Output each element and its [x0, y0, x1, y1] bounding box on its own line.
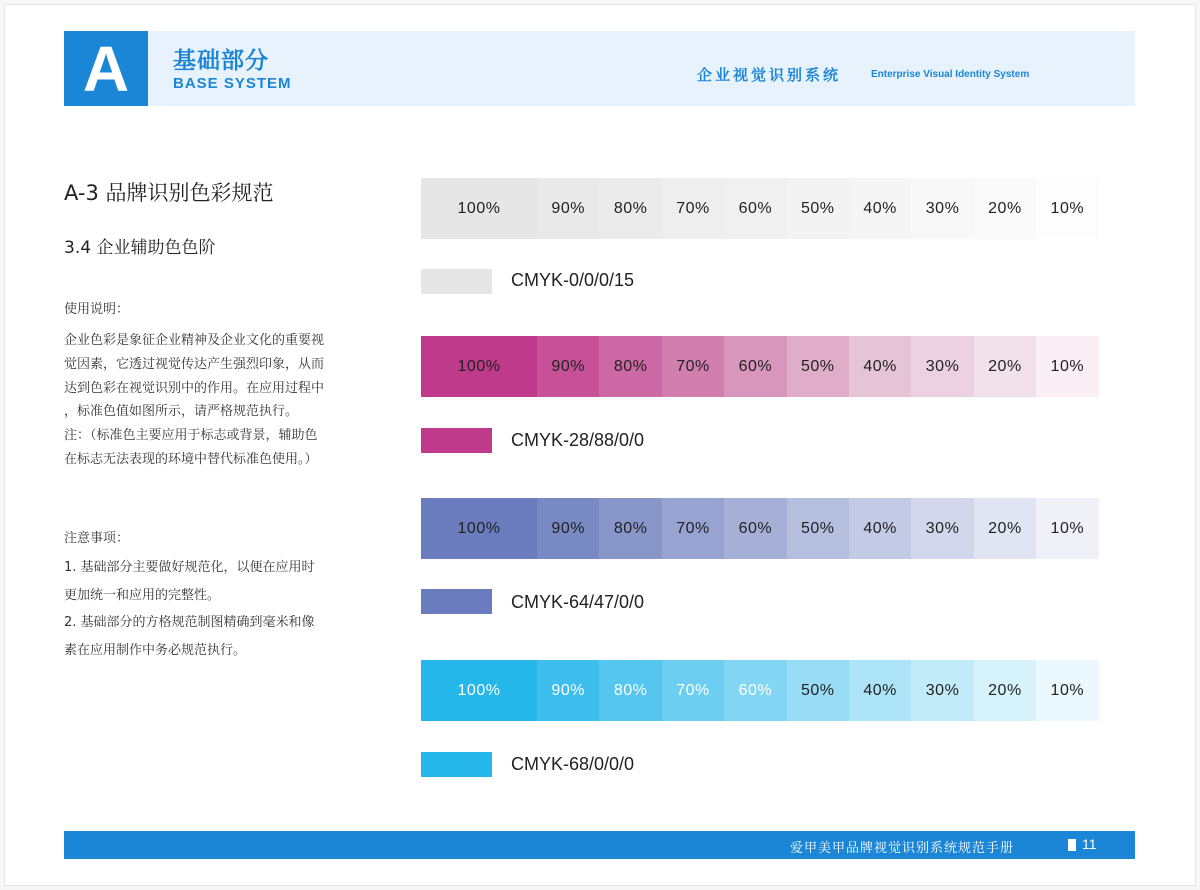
tint-cell: 100% [421, 178, 537, 239]
usage-line: ，标准色值如图所示，请严格规范执行。 [64, 404, 299, 420]
magenta-color-chip [421, 428, 492, 453]
tint-cell: 30% [911, 178, 973, 239]
notes-heading: 注意事项： [64, 531, 130, 546]
gray-color-chip [421, 269, 492, 294]
tint-cell: 20% [974, 178, 1036, 239]
notes-line: 更加统一和应用的完整性。 [64, 587, 221, 603]
section-subtitle: 3.4 企业辅助色色阶 [64, 238, 216, 258]
tint-cell: 60% [724, 178, 786, 239]
section-letter-logo: A [64, 31, 148, 106]
tint-cell: 30% [911, 336, 973, 397]
tint-cell: 40% [849, 498, 911, 559]
tint-cell: 60% [724, 498, 786, 559]
tint-cell: 10% [1036, 178, 1098, 239]
tint-cell: 30% [911, 660, 973, 721]
tint-cell: 70% [662, 336, 724, 397]
tint-cell: 80% [599, 178, 661, 239]
tint-cell: 100% [421, 336, 537, 397]
header-title: 基础部分 [173, 48, 269, 74]
tint-cell: 60% [724, 336, 786, 397]
usage-heading: 使用说明： [64, 302, 130, 317]
cyan-color-chip [421, 752, 492, 777]
notes-line: 素在应用制作中务必规范执行。 [64, 642, 247, 658]
tint-cell: 10% [1036, 336, 1098, 397]
tint-cell: 80% [599, 660, 661, 721]
footer-manual-title: 爱甲美甲品牌视觉识别系统规范手册 [790, 841, 1015, 856]
tint-cell: 20% [974, 336, 1036, 397]
cyan-cmyk-label: CMYK-68/0/0/0 [511, 754, 635, 774]
tint-cell: 90% [537, 498, 599, 559]
notes-line: 1. 基础部分主要做好规范化，以便在应用时 [64, 560, 315, 575]
tint-cell: 40% [849, 660, 911, 721]
blue-violet-color-chip [421, 589, 492, 614]
gray-tint-scale [421, 178, 1099, 239]
tint-cell: 60% [724, 660, 786, 721]
blue-violet-cmyk-label: CMYK-64/47/0/0 [511, 592, 645, 612]
tint-cell: 50% [787, 498, 849, 559]
tint-cell: 70% [662, 498, 724, 559]
tint-cell: 40% [849, 178, 911, 239]
tint-cell: 90% [537, 660, 599, 721]
tint-cell: 50% [787, 336, 849, 397]
page-marker-icon [1068, 839, 1076, 851]
header-subtitle: BASE SYSTEM [173, 75, 292, 92]
tint-cell: 40% [849, 336, 911, 397]
tint-cell: 100% [421, 660, 537, 721]
usage-line: 在标志无法表现的环境中替代标准色使用。） [64, 451, 318, 467]
blue-violet-tint-scale [421, 498, 1099, 559]
tint-cell: 70% [662, 178, 724, 239]
page-number: 11 [1082, 836, 1097, 852]
cyan-tint-scale [421, 660, 1099, 721]
tint-cell: 50% [787, 660, 849, 721]
tint-cell: 70% [662, 660, 724, 721]
notes-line: 2. 基础部分的方格规范制图精确到毫米和像 [64, 615, 315, 630]
tint-cell: 80% [599, 336, 661, 397]
magenta-cmyk-label: CMYK-28/88/0/0 [511, 430, 645, 450]
tint-cell: 90% [537, 178, 599, 239]
usage-line: 注：（标准色主要应用于标志或背景，辅助色 [64, 428, 318, 444]
notes-list [64, 554, 354, 664]
tint-cell: 100% [421, 498, 537, 559]
usage-text [64, 329, 354, 472]
tint-cell: 30% [911, 498, 973, 559]
usage-line: 企业色彩是象征企业精神及企业文化的重要视 [64, 333, 325, 348]
usage-line: 达到色彩在视觉识别中的作用。在应用过程中 [64, 380, 325, 396]
tint-cell: 90% [537, 336, 599, 397]
section-title: A-3 品牌识别色彩规范 [64, 181, 274, 205]
tint-cell: 20% [974, 498, 1036, 559]
tint-cell: 10% [1036, 660, 1098, 721]
magenta-tint-scale [421, 336, 1099, 397]
tint-cell: 50% [787, 178, 849, 239]
tint-cell: 10% [1036, 498, 1098, 559]
usage-line: 觉因素，它透过视觉传达产生强烈印象，从而 [64, 356, 325, 372]
header-system-name-en: Enterprise Visual Identity System [871, 69, 1030, 80]
gray-cmyk-label: CMYK-0/0/0/15 [511, 270, 635, 290]
header-system-name-cn: 企业视觉识别系统 [697, 66, 842, 84]
tint-cell: 80% [599, 498, 661, 559]
tint-cell: 20% [974, 660, 1036, 721]
